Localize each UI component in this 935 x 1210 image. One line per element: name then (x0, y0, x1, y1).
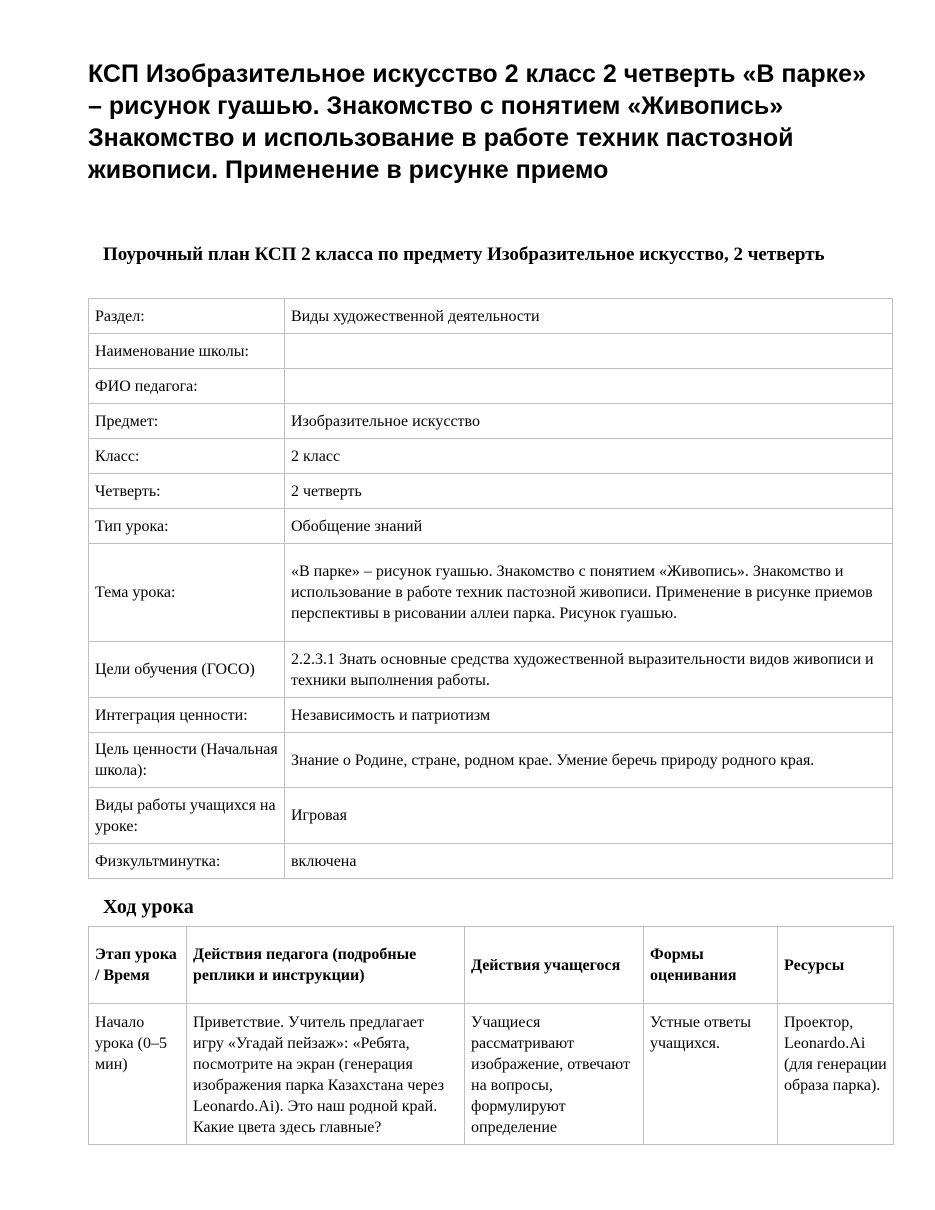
assessment-cell: Устные ответы учащихся. (644, 1004, 778, 1145)
info-value: Изобразительное искусство (285, 404, 893, 439)
info-value: включена (285, 844, 893, 879)
table-row (89, 698, 893, 733)
table-row (89, 299, 893, 334)
info-value: «В парке» – рисунок гуашью. Знакомство с понятием «Живопись». Знакомство и использование в работе техник пастозной живописи. Применение в рисунке приемов перспективы в рисовании аллеи парка. Рисунок гуашью. (285, 544, 893, 642)
table-row (89, 788, 893, 844)
info-label: Раздел: (89, 299, 285, 334)
info-label: ФИО педагога: (89, 369, 285, 404)
table-row (89, 844, 893, 879)
info-label: Тема урока: (89, 544, 285, 642)
table-row (89, 509, 893, 544)
table-row (89, 334, 893, 369)
info-label: Четверть: (89, 474, 285, 509)
info-value (285, 369, 893, 404)
info-value: Знание о Родине, стране, родном крае. Умение беречь природу родного края. (285, 733, 893, 788)
column-header-stage: Этап урока / Время (89, 927, 187, 1004)
table-row (89, 544, 893, 642)
info-label: Класс: (89, 439, 285, 474)
lesson-info-table (88, 298, 893, 879)
info-value: 2 класс (285, 439, 893, 474)
teacher-actions-cell: Приветствие. Учитель предлагает игру «Угадай пейзаж»: «Ребята, посмотрите на экран (генерация изображения парка Казахстана через Leonardo.Ai). Это наш родной край. Какие цвета здесь главные? (187, 1004, 465, 1145)
column-header-assessment: Формы оценивания (644, 927, 778, 1004)
table-header-row (89, 927, 894, 1004)
student-actions-cell: Учащиеся рассматривают изображение, отвечают на вопросы, формулируют определение (465, 1004, 644, 1145)
column-header-resources: Ресурсы (778, 927, 894, 1004)
page-title: КСП Изобразительное искусство 2 класс 2 четверть «В парке» – рисунок гуашью. Знакомство с понятием «Живопись» Знакомство и использование в работе техник пастозной живописи. Применение в рисунке приемо (88, 60, 866, 184)
table-row (89, 369, 893, 404)
table-row (89, 642, 893, 698)
info-value: Независимость и патриотизм (285, 698, 893, 733)
info-label: Наименование школы: (89, 334, 285, 369)
plan-subtitle: Поурочный план КСП 2 класса по предмету Изобразительное искусство, 2 четверть (103, 244, 825, 265)
stage-cell: Начало урока (0–5 мин) (89, 1004, 187, 1145)
table-row (89, 404, 893, 439)
info-value: 2.2.3.1 Знать основные средства художественной выразительности видов живописи и техники выполнения работы. (285, 642, 893, 698)
table-row (89, 733, 893, 788)
lesson-progress-table (88, 926, 894, 1145)
resources-cell: Проектор, Leonardo.Ai (для генерации образа парка). (778, 1004, 894, 1145)
table-row (89, 474, 893, 509)
info-label: Тип урока: (89, 509, 285, 544)
info-value: Игровая (285, 788, 893, 844)
info-value: 2 четверть (285, 474, 893, 509)
info-label: Цели обучения (ГОСО) (89, 642, 285, 698)
info-value (285, 334, 893, 369)
info-label: Интеграция ценности: (89, 698, 285, 733)
info-label: Виды работы учащихся на уроке: (89, 788, 285, 844)
column-header-student-actions: Действия учащегося (465, 927, 644, 1004)
lesson-progress-heading: Ход урока (103, 896, 194, 918)
info-value: Обобщение знаний (285, 509, 893, 544)
table-row (89, 1004, 894, 1145)
table-row (89, 439, 893, 474)
info-label: Предмет: (89, 404, 285, 439)
column-header-teacher-actions: Действия педагога (подробные реплики и инструкции) (187, 927, 465, 1004)
info-label: Цель ценности (Начальная школа): (89, 733, 285, 788)
info-label: Физкультминутка: (89, 844, 285, 879)
info-value: Виды художественной деятельности (285, 299, 893, 334)
